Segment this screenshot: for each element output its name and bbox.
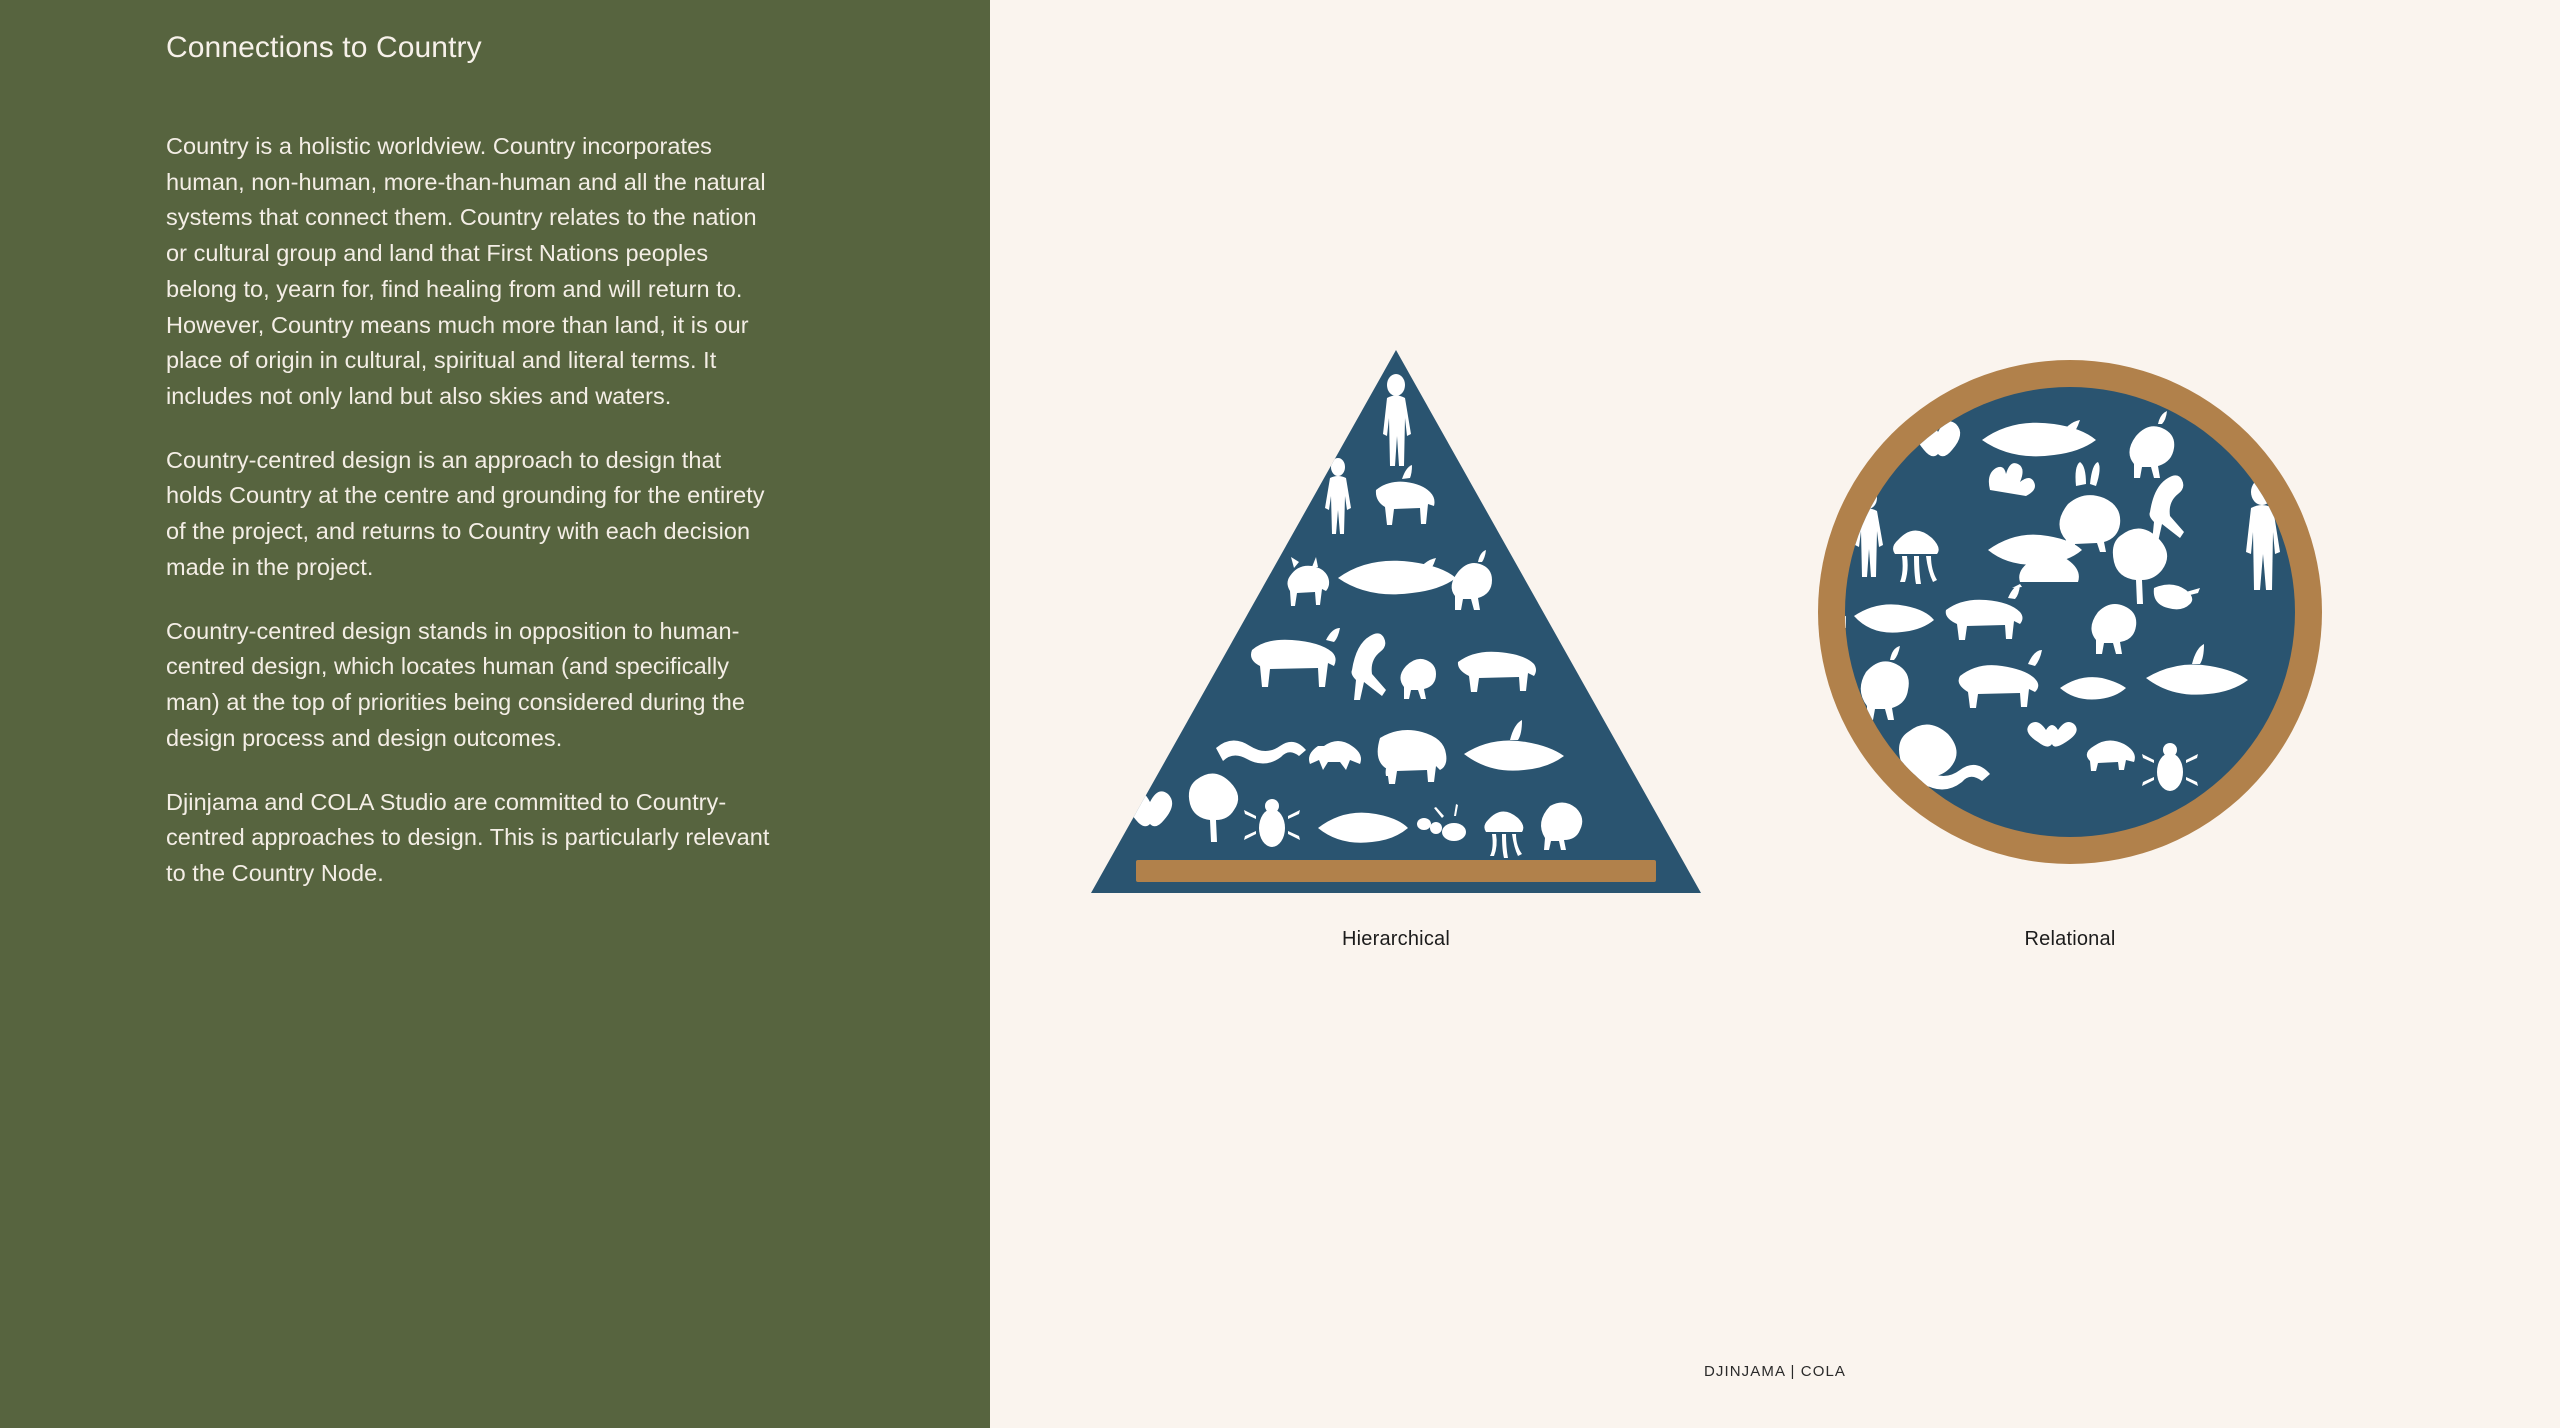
body-paragraph-3: Country-centred design stands in opposition to human-centred design, which locates human (and specifically man) at the top of priorities being considered during the design process and design outcomes.	[166, 617, 745, 751]
body-paragraph-1: Country is a holistic worldview. Country incorporates human, non-human, more-than-human and all the natural systems that connect them. Country relates to the nation or cultural group and land that First Nations peoples belong to, yearn for, find healing from and will return to. However, Country means much more than land, it is our place of origin in cultural, spiritual and literal terms. It includes not only land but also skies and waters.	[166, 133, 766, 410]
figure-relational	[1750, 340, 2390, 951]
page-title: Connections to Country	[166, 31, 482, 64]
footer-credit: DJINJAMA | COLA	[1703, 1363, 1847, 1380]
figure-hierarchical	[1076, 340, 1716, 951]
diagram-area	[990, 0, 2560, 1428]
relational-diagram	[1750, 340, 2390, 910]
sidebar	[0, 0, 990, 1428]
body-paragraph-4: Djinjama and COLA Studio are committed to Country-centred approaches to design. This is particularly relevant to the Country Node.	[166, 788, 770, 886]
sidebar-content	[0, 28, 866, 892]
caption-hierarchical: Hierarchical	[1342, 928, 1450, 950]
main-content	[990, 0, 2560, 1428]
hierarchical-diagram	[1076, 340, 1716, 910]
caption-relational: Relational	[2024, 928, 2116, 950]
body-paragraph-2: Country-centred design is an approach to design that holds Country at the centre and grounding for the entirety of the project, and returns to Country with each decision made in the project.	[166, 446, 765, 580]
base-bar	[1136, 860, 1656, 882]
